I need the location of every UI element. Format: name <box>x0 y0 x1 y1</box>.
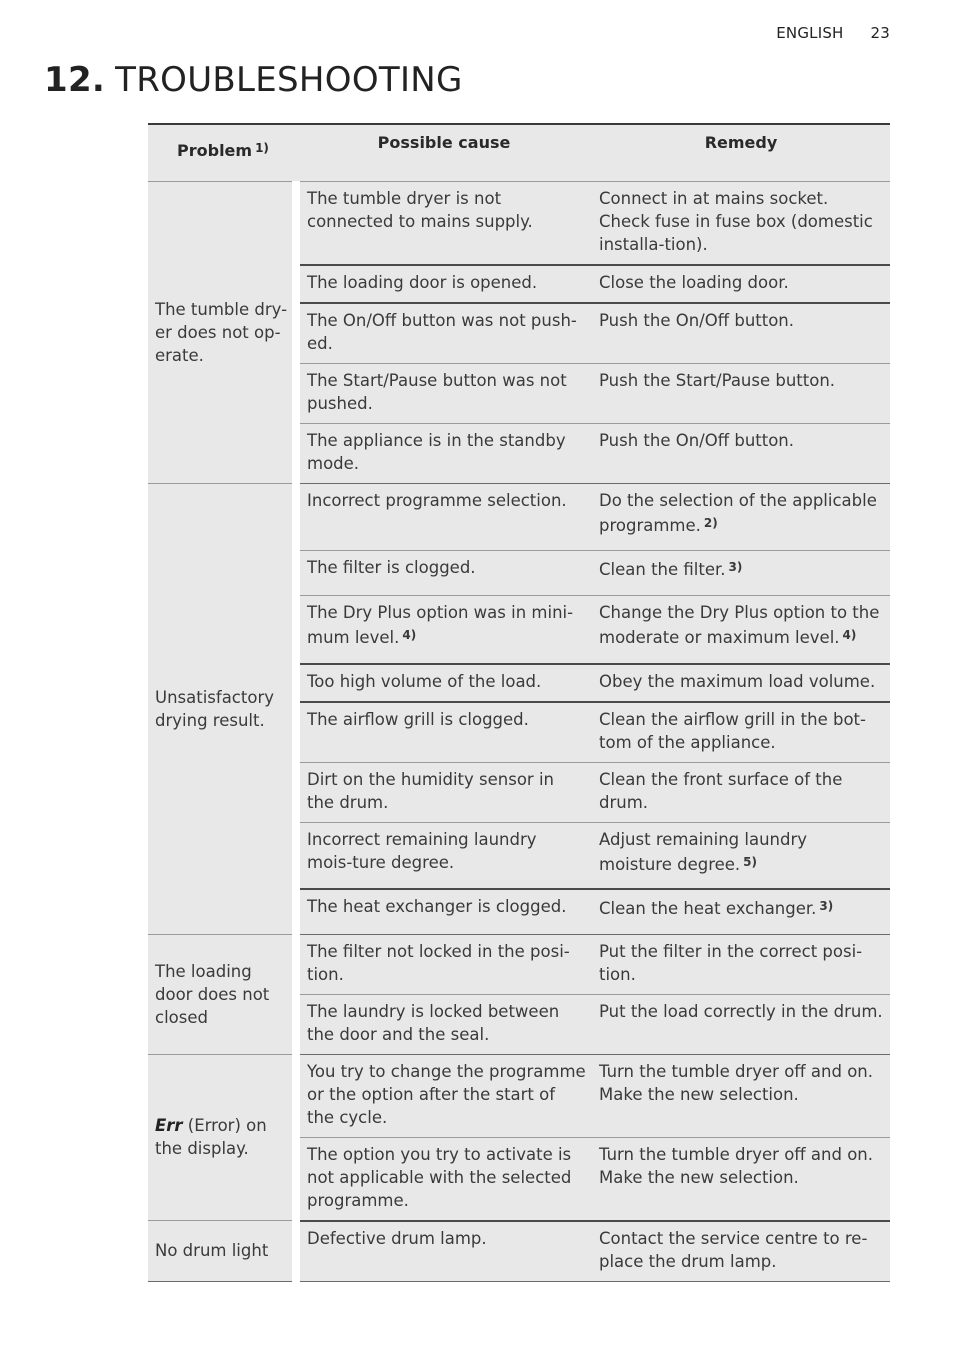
remedy-cell: Put the filter in the correct posi-tion. <box>592 934 890 994</box>
section-title-text: TROUBLESHOOTING <box>115 60 463 100</box>
language-label: ENGLISH <box>776 24 844 42</box>
cause-cell: Defective drum lamp. <box>296 1221 592 1282</box>
remedy-cell: Put the load correctly in the drum. <box>592 994 890 1054</box>
cause-cell: The loading door is opened. <box>296 265 592 303</box>
remedy-column-header: Remedy <box>592 124 890 182</box>
remedy-cell <box>592 822 890 889</box>
remedy-text: Clean the filter. <box>599 560 726 579</box>
footnote-marker: 2) <box>703 516 718 530</box>
remedy-cell: Push the Start/Pause button. <box>592 364 890 424</box>
cause-cell: The option you try to activate is not applicable with the selected programme. <box>296 1137 592 1221</box>
cause-text: The Dry Plus option was in mini-mum level. <box>307 603 574 647</box>
troubleshooting-table <box>148 123 890 1282</box>
remedy-cell: Connect in at mains socket. Check fuse in fuse box (domestic installa-tion). <box>592 182 890 266</box>
problem-header-label: Problem <box>177 141 253 160</box>
footnote-marker: 4) <box>402 628 417 642</box>
cause-cell: The tumble dryer is not connected to mains supply. <box>296 182 592 266</box>
section-title <box>44 60 463 100</box>
remedy-cell: Clean the front surface of the drum. <box>592 762 890 822</box>
remedy-cell: Turn the tumble dryer off and on. Make the new selection. <box>592 1054 890 1137</box>
remedy-cell <box>592 551 890 596</box>
table-row <box>148 484 890 551</box>
cause-cell <box>296 596 592 664</box>
problem-cell: The loading door does not closed <box>148 934 296 1054</box>
remedy-cell <box>592 484 890 551</box>
cause-cell: The heat exchanger is clogged. <box>296 889 592 934</box>
cause-cell: Dirt on the humidity sensor in the drum. <box>296 762 592 822</box>
error-code: Err <box>155 1116 183 1136</box>
remedy-text: Do the selection of the applicable programme. <box>599 491 877 535</box>
page-header <box>776 24 890 42</box>
remedy-cell: Clean the airflow grill in the bot-tom of the appliance. <box>592 702 890 763</box>
problem-cell: Unsatisfactory drying result. <box>148 484 296 935</box>
table-row <box>148 934 890 994</box>
remedy-text: Adjust remaining laundry moisture degree. <box>599 829 808 874</box>
cause-cell: Incorrect programme selection. <box>296 484 592 551</box>
cause-cell: Incorrect remaining laundry mois-ture degree. <box>296 822 592 889</box>
cause-cell: The laundry is locked between the door and the seal. <box>296 994 592 1054</box>
remedy-cell: Turn the tumble dryer off and on. Make the new selection. <box>592 1137 890 1221</box>
remedy-cell: Push the On/Off button. <box>592 303 890 364</box>
cause-cell: You try to change the programme or the option after the start of the cycle. <box>296 1054 592 1137</box>
footnote-marker: 1) <box>255 141 269 155</box>
cause-cell: Too high volume of the load. <box>296 664 592 702</box>
cause-cell: The filter not locked in the posi-tion. <box>296 934 592 994</box>
problem-cell <box>148 1054 296 1221</box>
remedy-text: Change the Dry Plus option to the moderate or maximum level. <box>599 603 880 647</box>
footnote-marker: 3) <box>728 560 743 574</box>
problem-column-header <box>148 124 296 182</box>
cause-cell: The On/Off button was not push-ed. <box>296 303 592 364</box>
remedy-cell: Push the On/Off button. <box>592 424 890 484</box>
page-number: 23 <box>870 24 890 42</box>
table-row <box>148 1054 890 1137</box>
cause-cell: The airflow grill is clogged. <box>296 702 592 763</box>
footnote-marker: 4) <box>842 628 857 642</box>
table-header-row <box>148 124 890 182</box>
remedy-cell: Close the loading door. <box>592 265 890 303</box>
problem-text: (Error) on the display. <box>155 1116 267 1159</box>
cause-cell: The Start/Pause button was not pushed. <box>296 364 592 424</box>
remedy-cell: Obey the maximum load volume. <box>592 664 890 702</box>
table-row <box>148 1221 890 1282</box>
cause-column-header: Possible cause <box>296 124 592 182</box>
footnote-marker: 3) <box>819 899 834 913</box>
problem-cell: The tumble dry-er does not op-erate. <box>148 182 296 484</box>
remedy-cell: Contact the service centre to re-place the drum lamp. <box>592 1221 890 1282</box>
footnote-marker: 5) <box>743 854 758 869</box>
remedy-cell <box>592 889 890 934</box>
problem-cell: No drum light <box>148 1221 296 1282</box>
remedy-text: Clean the heat exchanger. <box>599 899 817 918</box>
remedy-cell <box>592 596 890 664</box>
section-number: 12. <box>44 60 106 100</box>
cause-cell: The filter is clogged. <box>296 551 592 596</box>
cause-cell: The appliance is in the standby mode. <box>296 424 592 484</box>
table-row <box>148 182 890 266</box>
